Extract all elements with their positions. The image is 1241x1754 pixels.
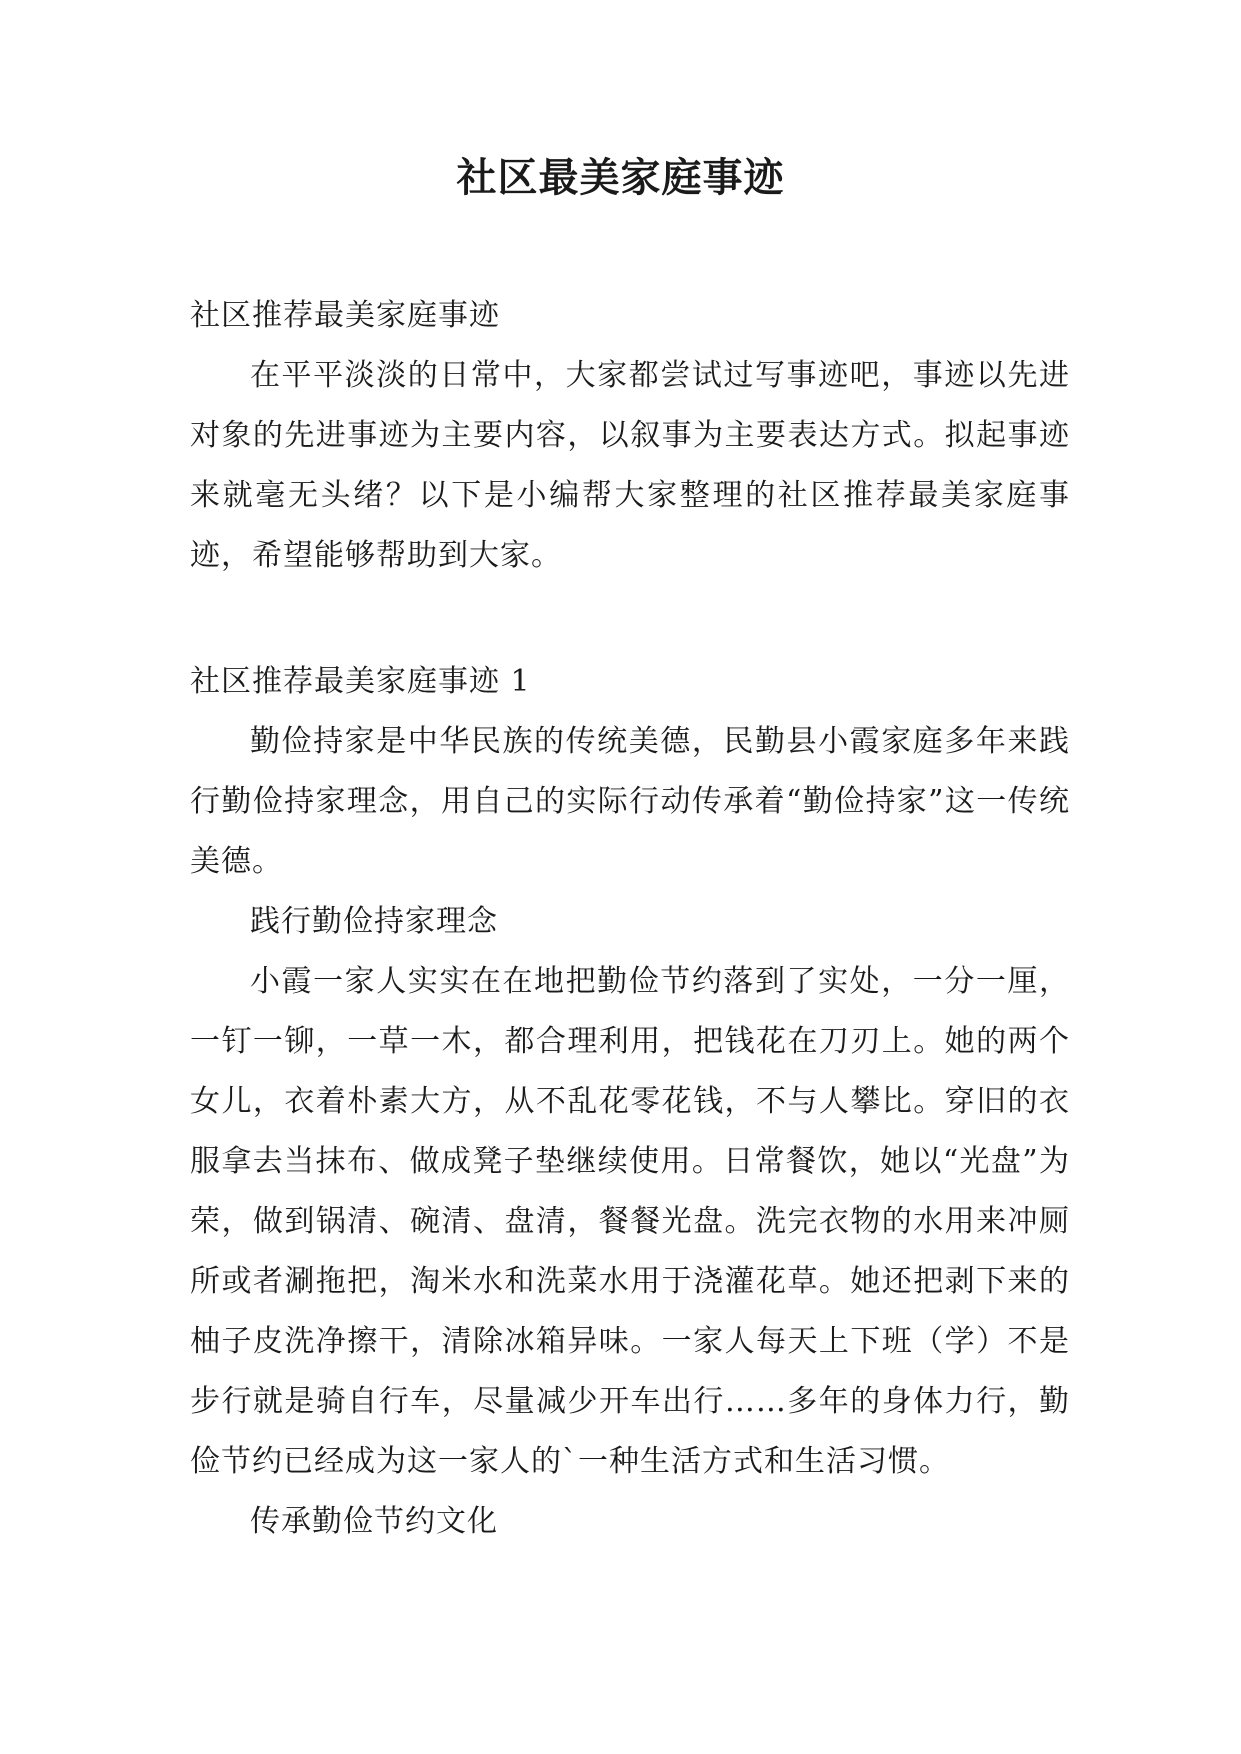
section1-subheading-1: 践行勤俭持家理念	[250, 904, 498, 939]
document-body	[190, 286, 1070, 1552]
section1-subheading-2: 传承勤俭节约文化	[250, 1504, 498, 1539]
section1-paragraph-1: 勤俭持家是中华民族的传统美德，民勤县小霞家庭多年来践行勤俭持家理念，用自己的实际行动传承着“勤俭持家”这一传统美德。	[190, 724, 1070, 879]
section1-heading: 社区推荐最美家庭事迹 1	[190, 664, 531, 699]
intro-paragraph: 在平平淡淡的日常中，大家都尝试过写事迹吧，事迹以先进对象的先进事迹为主要内容，以叙事为主要表达方式。拟起事迹来就毫无头绪？以下是小编帮大家整理的社区推荐最美家庭事迹，希望能够帮助到大家。	[190, 358, 1070, 573]
section1-paragraph-2: 小霞一家人实实在在地把勤俭节约落到了实处，一分一厘，一钉一铆，一草一木，都合理利用，把钱花在刀刃上。她的两个女儿，衣着朴素大方，从不乱花零花钱，不与人攀比。穿旧的衣服拿去当抹布、做成凳子垫继续使用。日常餐饮，她以“光盘”为荣，做到锅清、碗清、盘清，餐餐光盘。洗完衣物的水用来冲厕所或者涮拖把，淘米水和洗菜水用于浇灌花草。她还把剥下来的柚子皮洗净擦干，清除冰箱异味。一家人每天上下班（学）不是步行就是骑自行车，尽量减少开车出行……多年的身体力行，勤俭节约已经成为这一家人的`一种生活方式和生活习惯。	[190, 964, 1070, 1479]
intro-heading: 社区推荐最美家庭事迹	[190, 298, 500, 333]
document-title: 社区最美家庭事迹	[456, 154, 785, 201]
section-spacer	[190, 586, 1070, 652]
